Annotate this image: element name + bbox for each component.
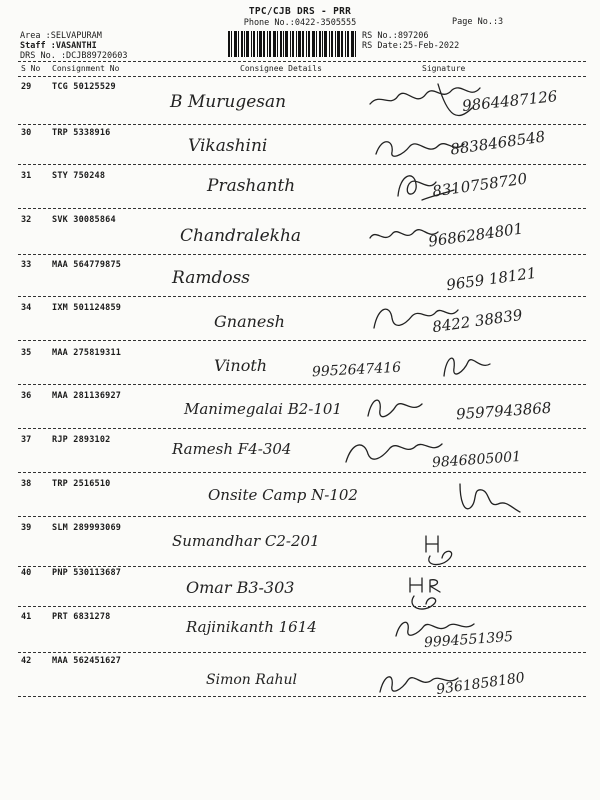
signature-phone: 9864487126	[461, 87, 559, 115]
rs-number: RS No.:897206	[362, 31, 429, 41]
consignee-handwriting: Vikashini	[188, 136, 268, 156]
consignee-handwriting: Vinoth	[214, 356, 268, 375]
row-sno: 31	[21, 171, 32, 181]
col-header-consignment: Consignment No	[52, 64, 120, 73]
divider	[18, 384, 586, 385]
signature-phone: 9597943868	[455, 398, 552, 424]
drs-number: DRS No. :DCJB89720603	[20, 51, 128, 61]
col-header-consignee: Consignee Details	[240, 64, 322, 73]
row-consignment-no: TCG 50125529	[52, 82, 116, 92]
row-sno: 34	[21, 303, 32, 313]
divider	[18, 428, 586, 429]
row-consignment-no: RJP 2893102	[52, 435, 111, 445]
area-field: Area :SELVAPURAM	[20, 31, 102, 41]
row-sno: 29	[21, 82, 32, 92]
divider	[18, 296, 586, 297]
signature-phone: 8422 38839	[431, 305, 524, 337]
consignee-handwriting: Chandralekha	[180, 226, 302, 246]
consignee-handwriting: Manimegalai B2-101	[184, 400, 342, 418]
row-sno: 36	[21, 391, 32, 401]
divider	[18, 208, 586, 209]
row-sno: 40	[21, 568, 32, 578]
divider	[18, 606, 586, 607]
barcode-graphic	[228, 31, 356, 57]
row-consignment-no: SVK 30085864	[52, 215, 116, 225]
staff-field: Staff :VASANTHI	[20, 41, 97, 51]
signature-phone: 9846805001	[431, 448, 522, 472]
divider	[18, 164, 586, 165]
signature-phone: 9952647416	[311, 359, 402, 381]
consignee-handwriting: Rajinikanth 1614	[186, 618, 317, 636]
sheet-title: TPC/CJB DRS - PRR	[248, 6, 352, 17]
row-sno: 37	[21, 435, 32, 445]
signature-phone: 9659 18121	[445, 263, 538, 295]
consignee-handwriting: Ramesh F4-304	[172, 440, 292, 458]
signature-scrawl	[440, 346, 500, 386]
divider	[18, 696, 586, 697]
row-sno: 39	[21, 523, 32, 533]
rs-date: RS Date:25-Feb-2022	[362, 41, 460, 51]
divider	[18, 61, 586, 62]
row-sno: 33	[21, 260, 32, 270]
row-consignment-no: MAA 275819311	[52, 348, 122, 358]
row-consignment-no: IXM 501124859	[52, 303, 122, 313]
consignee-handwriting: Onsite Camp N-102	[208, 486, 358, 504]
divider	[18, 124, 586, 125]
row-consignment-no: TRP 5338916	[52, 128, 111, 138]
divider	[18, 566, 586, 567]
signature-phone: 8838468548	[449, 127, 547, 159]
signature-scrawl	[400, 572, 470, 616]
row-sno: 30	[21, 128, 32, 138]
signature-scrawl	[420, 528, 480, 568]
consignee-handwriting: Sumandhar C2-201	[172, 532, 320, 550]
col-header-signature: Signature	[422, 64, 466, 73]
divider	[18, 652, 586, 653]
consignee-handwriting: Omar B3-303	[186, 578, 295, 597]
phone-number: Phone No.:0422-3505555	[243, 18, 357, 28]
consignee-handwriting: Prashanth	[207, 176, 296, 196]
row-consignment-no: MAA 281136927	[52, 391, 122, 401]
divider	[18, 340, 586, 341]
row-sno: 35	[21, 348, 32, 358]
row-consignment-no: PNP 530113687	[52, 568, 122, 578]
divider	[18, 76, 586, 77]
signature-phone: 9686284801	[427, 219, 525, 251]
row-consignment-no: STY 750248	[52, 171, 106, 181]
row-consignment-no: PRT 6831278	[52, 612, 111, 622]
row-consignment-no: MAA 564779875	[52, 260, 122, 270]
signature-phone: 9361858180	[435, 669, 526, 699]
consignee-handwriting: Simon Rahul	[206, 672, 297, 688]
row-sno: 41	[21, 612, 32, 622]
row-sno: 42	[21, 656, 32, 666]
divider	[18, 254, 586, 255]
row-consignment-no: SLM 289993069	[52, 523, 122, 533]
row-consignment-no: TRP 2516510	[52, 479, 111, 489]
consignee-handwriting: Gnanesh	[214, 312, 285, 331]
signature-phone: 8310758720	[431, 169, 529, 201]
row-sno: 38	[21, 479, 32, 489]
row-consignment-no: MAA 562451627	[52, 656, 122, 666]
divider	[18, 472, 586, 473]
row-sno: 32	[21, 215, 32, 225]
consignee-handwriting: B Murugesan	[170, 92, 287, 112]
col-header-sno: S No	[21, 64, 41, 73]
consignee-handwriting: Ramdoss	[172, 268, 251, 288]
signature-scrawl	[364, 390, 444, 430]
divider	[18, 516, 586, 517]
page-number: Page No.:3	[452, 17, 504, 27]
signature-phone: 9994551395	[423, 628, 514, 652]
